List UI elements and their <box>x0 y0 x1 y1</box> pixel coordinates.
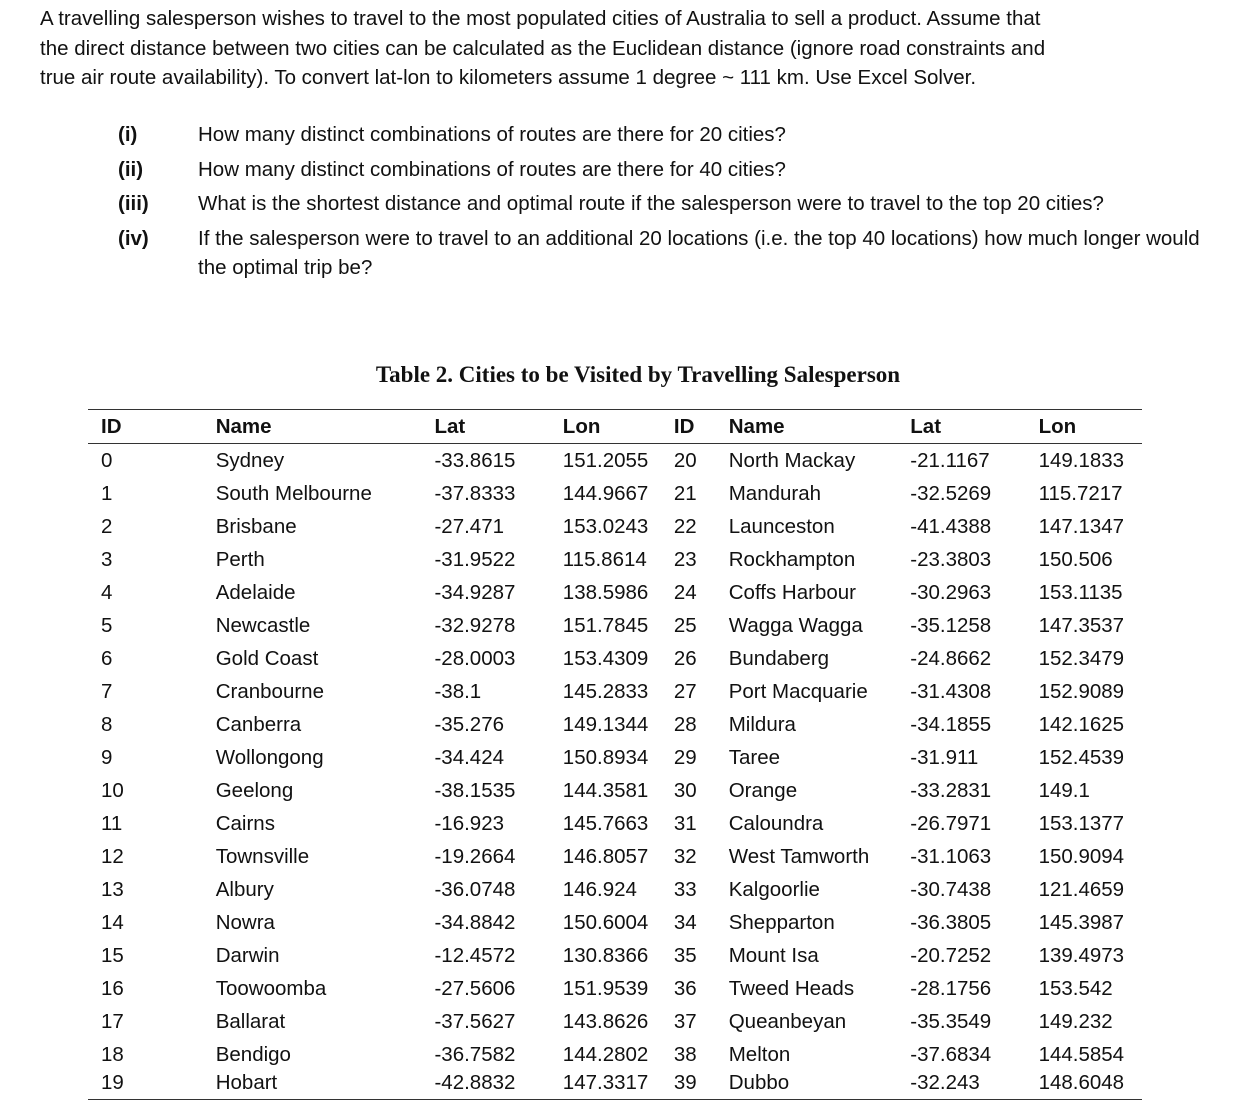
city-lat: -38.1 <box>434 679 482 703</box>
cities-table <box>88 409 1142 1100</box>
question-item <box>118 155 1228 185</box>
city-name: Adelaide <box>215 580 296 604</box>
problem-line: the direct distance between two cities can be calculated as the Euclidean distance (ignore road constraints and <box>40 36 1046 60</box>
city-lon: 150.506 <box>1038 547 1113 571</box>
city-lon: 153.4309 <box>562 646 649 670</box>
city-id: 22 <box>673 514 697 538</box>
city-lat: -19.2664 <box>434 844 516 868</box>
city-id: 1 <box>101 481 113 505</box>
city-id: 19 <box>88 1071 216 1100</box>
city-lon: 147.3537 <box>1038 613 1125 637</box>
table-row <box>88 939 1142 972</box>
city-lat: -37.8333 <box>434 481 516 505</box>
city-id: 39 <box>674 1071 729 1100</box>
city-id: 31 <box>673 811 697 835</box>
city-name: Wagga Wagga <box>728 613 863 637</box>
city-id: 37 <box>673 1009 697 1033</box>
city-lat: -33.8615 <box>434 448 516 472</box>
city-name: Port Macquarie <box>728 679 868 703</box>
table-row <box>88 972 1142 1005</box>
city-lon: 144.3581 <box>562 778 649 802</box>
city-id: 34 <box>673 910 697 934</box>
city-lat: -35.3549 <box>910 1009 992 1033</box>
city-name: West Tamworth <box>728 844 870 868</box>
city-id: 17 <box>101 1009 124 1033</box>
city-lon: 139.4973 <box>1038 943 1125 967</box>
table-row <box>88 741 1142 774</box>
table-row <box>88 708 1142 741</box>
city-lat: -42.8832 <box>434 1071 562 1100</box>
city-lon: 130.8366 <box>562 943 649 967</box>
city-lon: 143.8626 <box>562 1009 649 1033</box>
city-lat: -31.9522 <box>434 547 516 571</box>
city-id: 18 <box>101 1042 124 1066</box>
city-name: Perth <box>215 547 265 571</box>
city-id: 12 <box>101 844 124 868</box>
city-name: Toowoomba <box>215 976 327 1000</box>
city-lon: 153.1377 <box>1038 811 1125 835</box>
city-lon: 150.8934 <box>562 745 649 769</box>
city-id: 3 <box>101 547 113 571</box>
table-caption: Table 2. Cities to be Visited by Travelling Salesperson <box>375 362 901 387</box>
city-lat: -30.2963 <box>910 580 992 604</box>
city-name: Kalgoorlie <box>728 877 820 901</box>
city-lon: 146.924 <box>562 877 637 901</box>
city-lon: 149.1833 <box>1038 448 1125 472</box>
city-lat: -31.911 <box>910 745 979 769</box>
city-id: 25 <box>673 613 697 637</box>
city-name: Taree <box>728 745 781 769</box>
city-id: 33 <box>673 877 697 901</box>
city-lon: 145.2833 <box>562 679 649 703</box>
city-name: South Melbourne <box>215 481 372 505</box>
city-lon: 151.2055 <box>562 448 649 472</box>
city-lat: -30.7438 <box>910 877 992 901</box>
table-row <box>88 609 1142 642</box>
city-lon: 144.2802 <box>562 1042 649 1066</box>
table-row <box>88 1038 1142 1071</box>
city-id: 0 <box>101 448 113 472</box>
city-name: Queanbeyan <box>728 1009 847 1033</box>
city-name: Bundaberg <box>728 646 830 670</box>
city-lon: 150.6004 <box>562 910 649 934</box>
city-id: 16 <box>101 976 124 1000</box>
city-name: Sydney <box>215 448 285 472</box>
table-row <box>88 675 1142 708</box>
table-row <box>88 444 1142 478</box>
city-name: Wollongong <box>215 745 324 769</box>
city-name: Shepparton <box>728 910 835 934</box>
city-name: North Mackay <box>728 448 856 472</box>
city-id: 23 <box>673 547 697 571</box>
city-lat: -27.471 <box>434 514 505 538</box>
city-lat: -33.2831 <box>910 778 992 802</box>
city-lon: 152.4539 <box>1038 745 1125 769</box>
city-name: Gold Coast <box>215 646 319 670</box>
city-lon: 151.7845 <box>562 613 649 637</box>
table-header-row <box>88 410 1142 444</box>
table-row <box>88 1005 1142 1038</box>
city-id: 10 <box>101 778 124 802</box>
city-lat: -28.1756 <box>910 976 992 1000</box>
city-name: Caloundra <box>728 811 824 835</box>
city-lon: 149.232 <box>1038 1009 1113 1033</box>
city-name: Albury <box>215 877 274 901</box>
question-list <box>118 120 1228 283</box>
problem-line: A travelling salesperson wishes to travel to the most populated cities of Australia to sell a product. Assume that <box>40 7 1041 30</box>
city-lat: -32.9278 <box>434 613 516 637</box>
city-lat: -35.276 <box>434 712 505 736</box>
city-lat: -12.4572 <box>434 943 516 967</box>
city-lat: -28.0003 <box>434 646 516 670</box>
city-lon: 144.5854 <box>1038 1042 1125 1066</box>
city-lat: -32.5269 <box>910 481 992 505</box>
question-item <box>118 120 1228 150</box>
city-lon: 147.3317 <box>563 1071 674 1100</box>
question-item <box>118 189 1228 219</box>
city-lat: -34.9287 <box>434 580 516 604</box>
city-id: 4 <box>101 580 113 604</box>
city-name: Cranbourne <box>215 679 324 703</box>
column-header-id: ID <box>101 414 122 438</box>
city-lat: -24.8662 <box>910 646 992 670</box>
city-id: 29 <box>673 745 697 769</box>
city-lat: -36.0748 <box>434 877 516 901</box>
city-id: 32 <box>673 844 697 868</box>
table-row <box>88 510 1142 543</box>
city-name: Dubbo <box>729 1071 911 1100</box>
city-name: Rockhampton <box>728 547 856 571</box>
city-id: 7 <box>101 679 113 703</box>
city-lat: -34.8842 <box>434 910 516 934</box>
city-lon: 152.9089 <box>1038 679 1125 703</box>
table-row <box>88 477 1142 510</box>
city-lon: 145.3987 <box>1038 910 1125 934</box>
city-id: 13 <box>101 877 124 901</box>
city-lon: 147.1347 <box>1038 514 1125 538</box>
city-name: Ballarat <box>215 1009 286 1033</box>
question-item <box>118 224 1228 283</box>
city-lon: 152.3479 <box>1038 646 1125 670</box>
column-header-name: Name <box>215 414 272 438</box>
city-lat: -31.1063 <box>910 844 992 868</box>
table-row <box>88 642 1142 675</box>
city-lat: -36.3805 <box>910 910 992 934</box>
city-lon: 142.1625 <box>1038 712 1125 736</box>
city-name: Cairns <box>215 811 275 835</box>
column-header-lon: Lon <box>1038 414 1077 438</box>
city-id: 11 <box>101 811 123 835</box>
city-lon: 138.5986 <box>562 580 649 604</box>
city-id: 14 <box>101 910 124 934</box>
table-row <box>88 906 1142 939</box>
city-id: 9 <box>101 745 113 769</box>
city-lat: -37.6834 <box>910 1042 992 1066</box>
city-lat: -35.1258 <box>910 613 992 637</box>
city-lon: 148.6048 <box>1039 1071 1142 1100</box>
table-body <box>88 444 1142 1100</box>
city-id: 24 <box>673 580 697 604</box>
city-name: Geelong <box>215 778 294 802</box>
city-id: 5 <box>101 613 113 637</box>
city-lon: 121.4659 <box>1038 877 1125 901</box>
city-name: Coffs Harbour <box>728 580 856 604</box>
city-name: Mount Isa <box>728 943 819 967</box>
city-name: Hobart <box>216 1071 435 1100</box>
city-name: Mandurah <box>728 481 822 505</box>
table-row <box>88 576 1142 609</box>
city-name: Brisbane <box>215 514 297 538</box>
table-row <box>88 774 1142 807</box>
city-name: Orange <box>728 778 798 802</box>
city-lon: 149.1344 <box>562 712 649 736</box>
city-lon: 149.1 <box>1038 778 1090 802</box>
question-number: (iv) <box>118 226 149 250</box>
table-row <box>88 840 1142 873</box>
city-lat: -34.1855 <box>910 712 992 736</box>
table-row <box>88 873 1142 906</box>
city-lon: 151.9539 <box>562 976 649 1000</box>
city-name: Nowra <box>215 910 275 934</box>
city-id: 26 <box>673 646 697 670</box>
question-number: (iii) <box>118 192 149 215</box>
column-header-name: Name <box>728 414 785 438</box>
question-text: If the salesperson were to travel to an additional 20 locations (i.e. the top 40 locations) how much longer would the optimal trip be? <box>198 226 1200 279</box>
city-lon: 115.7217 <box>1038 481 1123 505</box>
city-lon: 145.7663 <box>562 811 649 835</box>
city-id: 30 <box>673 778 697 802</box>
city-id: 38 <box>673 1042 697 1066</box>
city-lat: -41.4388 <box>910 514 992 538</box>
question-text: How many distinct combinations of routes are there for 40 cities? <box>198 157 786 181</box>
column-header-id: ID <box>673 414 695 438</box>
question-text: What is the shortest distance and optimal route if the salesperson were to travel to the top 20 cities? <box>198 192 1104 215</box>
city-lon: 153.542 <box>1038 976 1113 1000</box>
city-lat: -20.7252 <box>910 943 992 967</box>
question-number: (ii) <box>118 157 144 181</box>
city-name: Canberra <box>215 712 302 736</box>
city-lat: -27.5606 <box>434 976 516 1000</box>
city-lat: -36.7582 <box>434 1042 516 1066</box>
city-lat: -34.424 <box>434 745 505 769</box>
city-lon: 153.0243 <box>562 514 649 538</box>
table-row <box>88 1071 1142 1100</box>
city-lat: -21.1167 <box>910 448 990 472</box>
city-id: 36 <box>673 976 697 1000</box>
city-name: Melton <box>728 1042 791 1066</box>
table-row <box>88 807 1142 840</box>
problem-line: true air route availability). To convert lat-lon to kilometers assume 1 degree ~ 111 km. Use Excel Solver. <box>40 66 977 89</box>
city-id: 20 <box>673 448 697 472</box>
city-lat: -38.1535 <box>434 778 516 802</box>
city-lon: 115.8614 <box>562 547 647 571</box>
city-lat: -32.243 <box>910 1071 1038 1100</box>
city-name: Launceston <box>728 514 835 538</box>
city-lat: -16.923 <box>434 811 505 835</box>
table-row <box>88 543 1142 576</box>
city-id: 35 <box>673 943 697 967</box>
city-lon: 150.9094 <box>1038 844 1125 868</box>
city-name: Bendigo <box>215 1042 291 1066</box>
city-id: 8 <box>101 712 113 736</box>
city-lat: -37.5627 <box>434 1009 516 1033</box>
city-lon: 153.1135 <box>1038 580 1123 604</box>
question-text: How many distinct combinations of routes are there for 20 cities? <box>198 123 786 146</box>
problem-statement <box>40 4 1220 93</box>
city-id: 28 <box>673 712 697 736</box>
city-name: Mildura <box>728 712 796 736</box>
city-name: Townsville <box>215 844 310 868</box>
column-header-lat: Lat <box>434 414 466 438</box>
city-lat: -23.3803 <box>910 547 992 571</box>
city-id: 15 <box>101 943 124 967</box>
column-header-lat: Lat <box>910 414 942 438</box>
city-id: 2 <box>101 514 113 538</box>
city-id: 6 <box>101 646 113 670</box>
city-lat: -26.7971 <box>910 811 992 835</box>
city-lat: -31.4308 <box>910 679 992 703</box>
city-name: Darwin <box>215 943 280 967</box>
column-header-lon: Lon <box>562 414 601 438</box>
city-lon: 144.9667 <box>562 481 649 505</box>
city-name: Newcastle <box>215 613 311 637</box>
question-number: (i) <box>118 123 138 146</box>
city-id: 21 <box>673 481 697 505</box>
city-id: 27 <box>673 679 697 703</box>
city-lon: 146.8057 <box>562 844 649 868</box>
city-name: Tweed Heads <box>728 976 855 1000</box>
